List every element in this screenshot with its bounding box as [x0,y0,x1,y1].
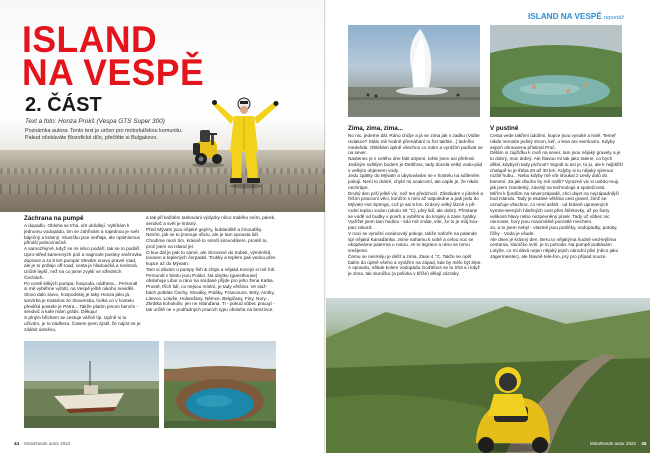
left-folio [14,441,70,446]
right-column-2 [490,125,624,260]
boat-wreck-photo [24,341,159,428]
column-text: A dopadlo. Obloha se trhá, vítr ukňdlejí. Vybíhám k jednomu vodopádu, tim se zahřívám a najednou je svět báječný a krásný. Sluníčko jsce vetřtaje, ale optimismus přináší jednoznačně. A samozřejmě, když se mi něco podaří, tak se to podaří. Upro-střed kamenných polí a nagroule pustiny směrovka doprave a za 8 km pumpa! Slevám snovu pravel road, ale je to prdlajo off-road, cesta je hladoučká a nedmná. Určitě lepší, než na co jsme zvyklí ve středních Čechách. Po cestě kilkých pumpa, hospoda, nádhera... Personál si mě vyběhne vyfotit, na Vespě ještě nikoho neviděli. Slovo dalo slovo, hospodskej je taky Honza jako já, servírka je Katarína ze Slovenska, holka co v hostelu převlíká postele je Petra... Takže platím jenom benzín - sendvič a kafe mám grátis. Děkuju! S plným břichem se cestuje vážně líp. Upíně si to užívám, je to nádhera. Časem jsem zjistil, že najíst se je zdálsit úsměvu, [24,223,142,332]
section-heading: Zima, zima, zima... [348,125,403,132]
page-number: 44 [14,441,20,446]
author-note: Poznámka autora: Tento text je určen pro motorkářskou komunitu. Pakud očekáváte filozofické dílo, přečtěte si Bulgakovo. [25,128,183,141]
section-title: ISLAND NA VESPĚ [528,12,602,21]
credit-line: Text a foto: Honza Prokš (Vespa GTS Super 300) [25,118,165,125]
hot-spring-photo [490,25,622,117]
geyser-photo [348,25,480,117]
right-column-1 [348,125,483,277]
left-column-1 [24,215,142,332]
left-column-2 [146,215,276,313]
section-label [528,12,624,21]
magazine-name: MotoRande autor 2022 [590,441,637,446]
column-text: Cesta vede takřimi údolími, kopce jsou vysoké a holé. Temeř nikde nerostie jediný strom, keř, o lese ani nemluvím. Kdyby aspoň ohraovena přistinal Proč. Dělám si zajížďku k moři na sever, tam jsou nějaký gravely a je to dobrý, moc dobrý. Ale hlavou mi tak jako tatime, co bych dělal, kdybych tady píchnul? Signál tu asi je, to ju, ale k nejbližší chalupě to je třeba 20 až 30 km. Kdyby si tu nějaký vjimnuo rozbil hubu... Nebo kdyby mě vítr sfoukal z cesty dolů do kamení. Za jak dlouho by mě našli? Vyrazné vic si uvědo-muji, jak jsem zranitelný, závislý na technologii a společnosti. Mířím k fjordům na severozápadě, chci dojet na nejzápadnější bod Islandu. Tady je ekativé většina cest gravel, čimž se označuje všechno, co není asfalt - od krásně upravených vymne-teených hliněných cest přes štěrkovky, až po šutry velikosti hlavy nebo nezpevněný písek. Tady už vůbec nic nenroste, hory jsou maximálně porostlé mechem. Jo, a to jsem nebyl - vlastně jsou potůčky, vodopádky, potoky, říčky - Voda je všude. Ale dnes je krásný den. Beru to nějakýma hodně ved-lejšíma cestama, sluníčko svítí, je to pohoda. Na pumpě potkávám Lotyše, co mi dává nejen nějaký jejich národní plivi (něco jako Jägermeister), ale hlavně tele-fon, prý pro případ nouze. [490,133,623,259]
page-number: 45 [641,441,647,446]
crater-lake-photo [164,341,276,428]
title-line-1: ISLAND [22,19,158,60]
section-heading: Záchrana na pumpě [24,215,84,222]
section-type: reportáž [603,15,625,21]
column-text: a tak při každém tankování výdycky něco malého sním, párek, sendvič a svět je krásný. Před Mývatn jsou nějaké gejzíry, bublaniště a čmoudíky. Nevím, jak se to jmenuje oficiu, ale je tam opousta lidí. Chodíme mezi tím, krásně to smrdí sirovodíkem, prostě to, proč jsem na Island jel. O kus dál je pak to samé, ale zkrocené do trubek, výměníků, tovaren a teplených čerpadel. Trubky a teplem pak vedou přes kopce až do Mývatn. Tam si dávám u pumpy fish & chips a nějaká Korejci si mě fotí. Personál v bistru jsou Poláci. Na ubytku (guesthouse) obsluhuje Libor a ráno na snídané přijde pro jeho žena Katka. Prostě, třích lidí, co nejsou místní, je tady většina. Ve služ-bách potkáte Čechy, Slováky, Poláky, Francouze, Brity, Amíky, Litevce, Lotyše, Holanďany, Němce, Belgičany, Finy, Nory... Zkrátka kohokoliv, jen ne Islanďana. Ti - pokud vůbec pracují - tak určitě ne v podřadných pracích typu obsluha na benzínce. [146,215,276,312]
valley-ride-photo [326,298,650,453]
article-title [22,19,205,93]
section-heading: V pustině [490,125,519,132]
column-text: No nic, jedeme dál. Ráno chčije a já se zima jak v zadku (Vidíte redakce? Stálo mě hodně přemáhání to říct takhle...) ledního medvěda. Oblékám úplně všechno co mám a vyrážím podívat se na sever. Nastenec je z celého dne fakt utrpení, tohle jsem asi přehnal. Jediným světlým bodem je Dettifoss, tady docela velký vodo-pád s velkým objemem vody. Jedu zpátky do Mývatn a ubytovávám se v hostelu na sdíleném pokoji. Není to dobré, chybí mi soukromí, ale caple je, že nikdo nechrápe. Druhý den prší ještě víc, než ten předchozí. Zůstávám v jídelně a řeším pracovní věci, končím s nimi až odpoledne a pak jedu do Mývatn Hot Springs, což je asi 5 km. Krásný velký lázně s při-rodní teplou vodou (okolo 40 °C), plný lidí, ale dobrý. Přestane se vodě od budky v povrh a vyběhnu do krajiny a zase zpátky. Vydržel jsem tam hodinu - kdo mě znáte, víte, že to je můj kou-paci rekord. V noci se vymění oceánovitý pokoje, takže naforře na palande spí nějaká Kanaďanka. Jsme nahamu k sobě a celou noc se okopáváme paterma u notou. Je to legrace a ráno se tomu smějeme. Čemu se nesměju je déšť a zima. Zase 4 °C. Takže se opět balím do úplně všeho a vyrážím na západ, kde by mělo být lépe. A opravdu, někde kolem vodopádu Goďafoss se to trhá a i když je zima, tak sluníčko (a polívka v bříše) dělají zázraky. [348,133,483,276]
rider-in-raincoat-image [212,94,282,189]
title-line-2: NA VESPĚ [22,52,205,93]
hero-photo [0,0,325,212]
right-folio [590,441,646,446]
magazine-name: MotoRande autor 2022 [24,441,71,446]
part-label: 2. ČÁST [25,94,102,116]
